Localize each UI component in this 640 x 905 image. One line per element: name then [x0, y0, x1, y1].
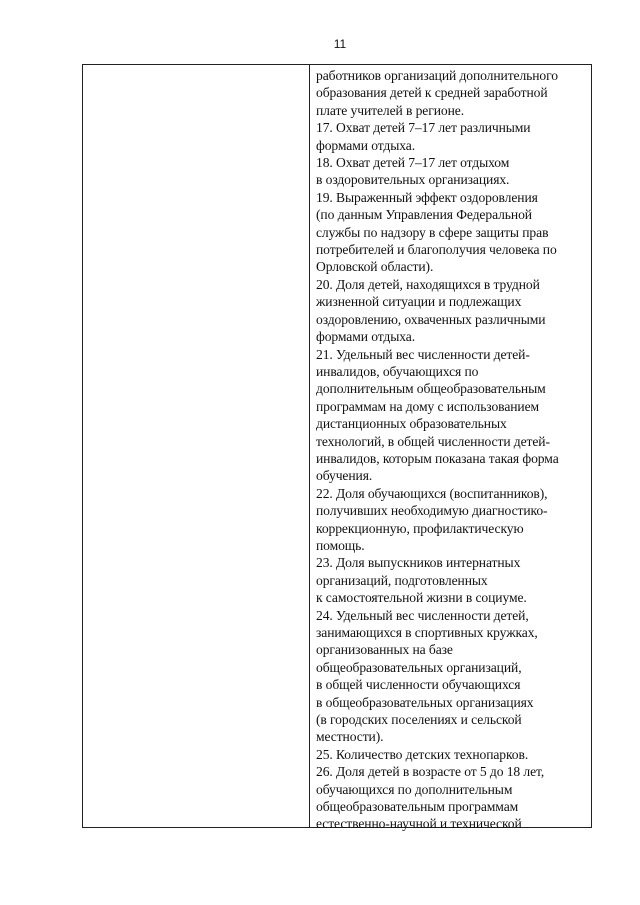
text-line: общеобразовательным программам: [316, 799, 519, 815]
text-line: в общей численности обучающихся: [316, 677, 521, 693]
text-line: 20. Доля детей, находящихся в трудной: [316, 276, 540, 292]
text-line: получивших необходимую диагностико-: [316, 503, 548, 519]
text-line: дополнительным общеобразовательным: [316, 381, 546, 397]
text-line: Орловской области).: [316, 259, 434, 275]
text-line: занимающихся в спортивных кружках,: [316, 625, 538, 640]
text-line: обучения.: [316, 468, 373, 484]
text-line: инвалидов, обучающихся по: [316, 363, 479, 379]
text-line: в оздоровительных организациях.: [316, 172, 510, 188]
text-line: 25. Количество детских технопарков.: [316, 746, 529, 762]
text-line: плате учителей в регионе.: [316, 102, 464, 118]
text-line: 22. Доля обучающихся (воспитанников),: [316, 485, 548, 501]
text-line: 24. Удельный вес численности детей,: [316, 607, 529, 623]
text-line: дистанционных образовательных: [316, 416, 507, 432]
text-line: технологий, в общей численности детей-: [316, 433, 550, 449]
text-line: обучающихся по дополнительным: [316, 781, 513, 797]
text-line: программам на дому с использованием: [316, 398, 540, 414]
text-line: организаций, подготовленных: [316, 572, 488, 588]
text-line: потребителей и благополучия человека по: [316, 242, 557, 258]
text-line: формами отдыха.: [316, 329, 415, 345]
text-line: естественно-научной и технической: [316, 816, 522, 832]
text-line: к самостоятельной жизни в социуме.: [316, 590, 527, 606]
text-line: (в городских поселениях и сельской: [316, 712, 522, 728]
right-column-cell: [316, 67, 592, 833]
text-line: оздоровлению, охваченных различными: [316, 311, 546, 327]
text-line: 23. Доля выпускников интернатных: [316, 555, 521, 571]
text-line: 19. Выраженный эффект оздоровления: [316, 189, 538, 205]
text-line: жизненной ситуации и подлежащих: [316, 294, 522, 310]
text-line: в общеобразовательных организациях: [316, 694, 534, 710]
text-line: работников организаций дополнительного: [316, 68, 558, 83]
text-line: инвалидов, которым показана такая форма: [316, 450, 559, 466]
text-line: местности).: [316, 729, 384, 745]
text-line: помощь.: [316, 537, 365, 553]
text-line: (по данным Управления Федеральной: [316, 207, 532, 223]
text-line: 26. Доля детей в возрасте от 5 до 18 лет,: [316, 764, 545, 780]
page-number: 11: [333, 37, 347, 51]
text-line: формами отдыха.: [316, 137, 415, 153]
text-line: коррекционную, профилактическую: [316, 520, 524, 536]
indicator-table: [82, 64, 592, 832]
text-line: общеобразовательных организаций,: [316, 659, 522, 675]
text-line: 17. Охват детей 7–17 лет различными: [316, 120, 531, 136]
column-divider: [309, 65, 310, 827]
text-line: организованных на базе: [316, 642, 453, 658]
text-line: образования детей к средней заработной: [316, 85, 548, 101]
text-line: 21. Удельный вес численности детей-: [316, 346, 530, 362]
text-line: 18. Охват детей 7–17 лет отдыхом: [316, 155, 510, 171]
text-line: службы по надзору в сфере защиты прав: [316, 224, 549, 240]
